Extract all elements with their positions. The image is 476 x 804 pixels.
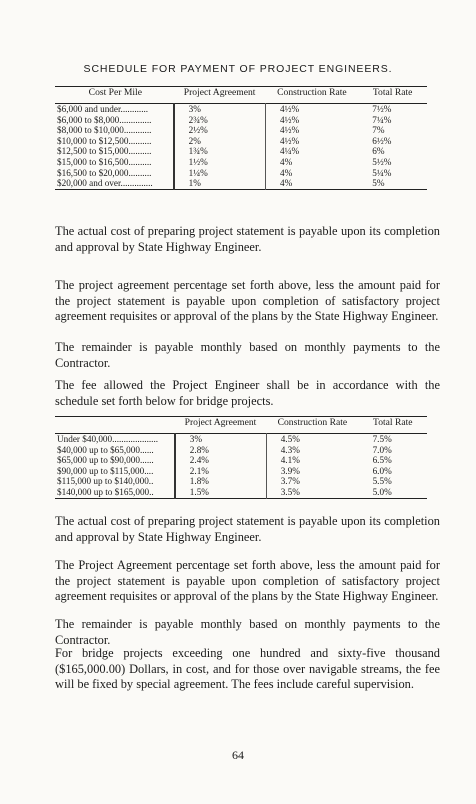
road-fee-table [55,86,427,190]
cell-construction-rate: 4.3% [280,444,300,455]
cell-project-agreement: 2.1% [175,466,266,477]
cell-project-agreement: 2.8% [175,445,266,456]
cell-construction-rate: 4½% [280,135,300,146]
cell-project-agreement: 1% [174,178,266,189]
bridge-fee-table [55,416,427,499]
cell-construction-rate: 4% [280,156,293,167]
cell-total-rate: 5.5% [372,476,392,487]
cell-total-rate: 7¼% [372,114,392,125]
table-row [55,455,427,466]
cell-construction-rate: 4.1% [280,455,300,466]
cell-cost: Under $40,000.................... [55,434,175,445]
cell-cost: $6,000 to $8,000.............. [55,115,174,126]
cell-total-rate: 7% [372,125,385,136]
table-row [55,476,427,487]
col-header-construction-rate: Construction Rate [277,417,348,428]
table-row [55,168,427,179]
paragraph-remainder-payable: The remainder is payable monthly based on monthly payments to the Contractor. [55,340,440,370]
table-row [55,487,427,498]
cell-construction-rate: 4½% [280,125,300,136]
cell-cost: $20,000 and over.............. [55,178,174,189]
paragraph-bridge-agreement-percentage: The Project Agreement percentage set forth above, less the amount paid for the project statement is payable upon completion of satisfactory project agreement requisites or approval of the plans by the State Highway Engineer. [55,558,440,604]
cell-construction-rate: 4% [280,178,293,189]
cell-total-rate: 6% [372,146,385,157]
cell-total-rate: 7.5% [372,434,392,444]
col-header-total-rate: Total Rate [372,87,413,98]
table-row [55,136,427,147]
cell-project-agreement: 2½% [174,125,266,136]
cell-project-agreement: 2¾% [174,115,266,126]
cell-total-rate: 6.5% [372,455,392,466]
cell-project-agreement: 1½% [174,157,266,168]
table-header-row [55,417,427,434]
table-row [55,115,427,126]
table-row [55,434,427,445]
cell-total-rate: 5¼% [372,167,392,178]
table-row [55,104,427,115]
cell-construction-rate: 4½% [280,104,300,114]
schedule-heading: SCHEDULE FOR PAYMENT OF PROJECT ENGINEERS. [83,63,393,75]
cell-cost: $40,000 up to $65,000...... [55,445,175,456]
cell-project-agreement: 1¾% [174,146,266,157]
cell-total-rate: 6.0% [372,465,392,476]
table-row [55,178,427,189]
cell-total-rate: 5½% [372,156,392,167]
paragraph-project-statement-cost: The actual cost of preparing project statement is payable upon its completion and approval by State Highway Engineer. [55,224,440,254]
cell-cost: $90,000 up to $115,000.... [55,466,175,477]
cell-cost: $115,000 up to $140,000.. [55,476,175,487]
table-row [55,125,427,136]
cell-cost: $6,000 and under............ [55,104,174,115]
cell-project-agreement: 1¼% [174,168,266,179]
cell-cost: $65,000 up to $90,000...... [55,455,175,466]
col-header-total-rate: Total Rate [373,417,413,428]
cell-project-agreement: 1.8% [175,476,266,487]
cell-project-agreement: 1.5% [175,487,266,498]
cell-total-rate: 7.0% [372,444,392,455]
cell-construction-rate: 4.5% [280,434,300,444]
col-header-construction-rate: Construction Rate [277,87,347,98]
cell-cost: $10,000 to $12,500.......... [55,136,174,147]
paragraph-bridge-statement-cost: The actual cost of preparing project statement is payable upon its completion and approval by State Highway Engineer. [55,514,440,544]
table-row [55,157,427,168]
cell-project-agreement: 3% [174,104,266,115]
col-header-cost: Cost Per Mile [88,87,142,98]
paragraph-bridge-fee-intro: The fee allowed the Project Engineer shall be in accordance with the schedule set forth below for bridge projects. [55,378,440,408]
table-header-row [55,87,427,104]
cell-project-agreement: 3% [175,434,266,445]
paragraph-large-bridge-projects: For bridge projects exceeding one hundred and sixty-five thousand ($165,000.00) Dollars, in cost, and for those over navigable streams, the fee will be fixed by special agreement. The fees include careful supervision. [55,646,440,692]
col-header-project-agreement: Project Agreement [183,87,256,98]
cell-construction-rate: 4¼% [280,146,300,157]
cell-cost: $16,500 to $20,000.......... [55,168,174,179]
cell-total-rate: 5% [372,178,385,189]
paragraph-bridge-remainder-payable: The remainder is payable monthly based on monthly payments to the Contractor. [55,617,440,647]
col-header-project-agreement: Project Agreement [184,417,257,428]
table-row [55,146,427,157]
table-row [55,466,427,477]
cell-project-agreement: 2.4% [175,455,266,466]
cell-cost: $15,000 to $16,500.......... [55,157,174,168]
cell-total-rate: 5.0% [372,486,392,497]
cell-cost: $12,500 to $15,000.......... [55,146,174,157]
table-row [55,445,427,456]
cell-construction-rate: 4½% [280,114,300,125]
col-header-cost [55,417,175,434]
cell-cost: $8,000 to $10,000............ [55,125,174,136]
cell-construction-rate: 3.7% [280,476,300,487]
cell-cost: $140,000 up to $165,000.. [55,487,175,498]
cell-construction-rate: 4% [280,167,293,178]
paragraph-project-agreement-percentage: The project agreement percentage set forth above, less the amount paid for the project statement is payable upon completion of satisfactory project agreement requisites or approval of the plans by the State Highway Engineer. [55,278,440,324]
page-number: 64 [232,748,244,762]
cell-construction-rate: 3.9% [280,465,300,476]
cell-construction-rate: 3.5% [280,486,300,497]
cell-total-rate: 6½% [372,135,392,146]
cell-project-agreement: 2% [174,136,266,147]
cell-total-rate: 7½% [372,104,392,114]
